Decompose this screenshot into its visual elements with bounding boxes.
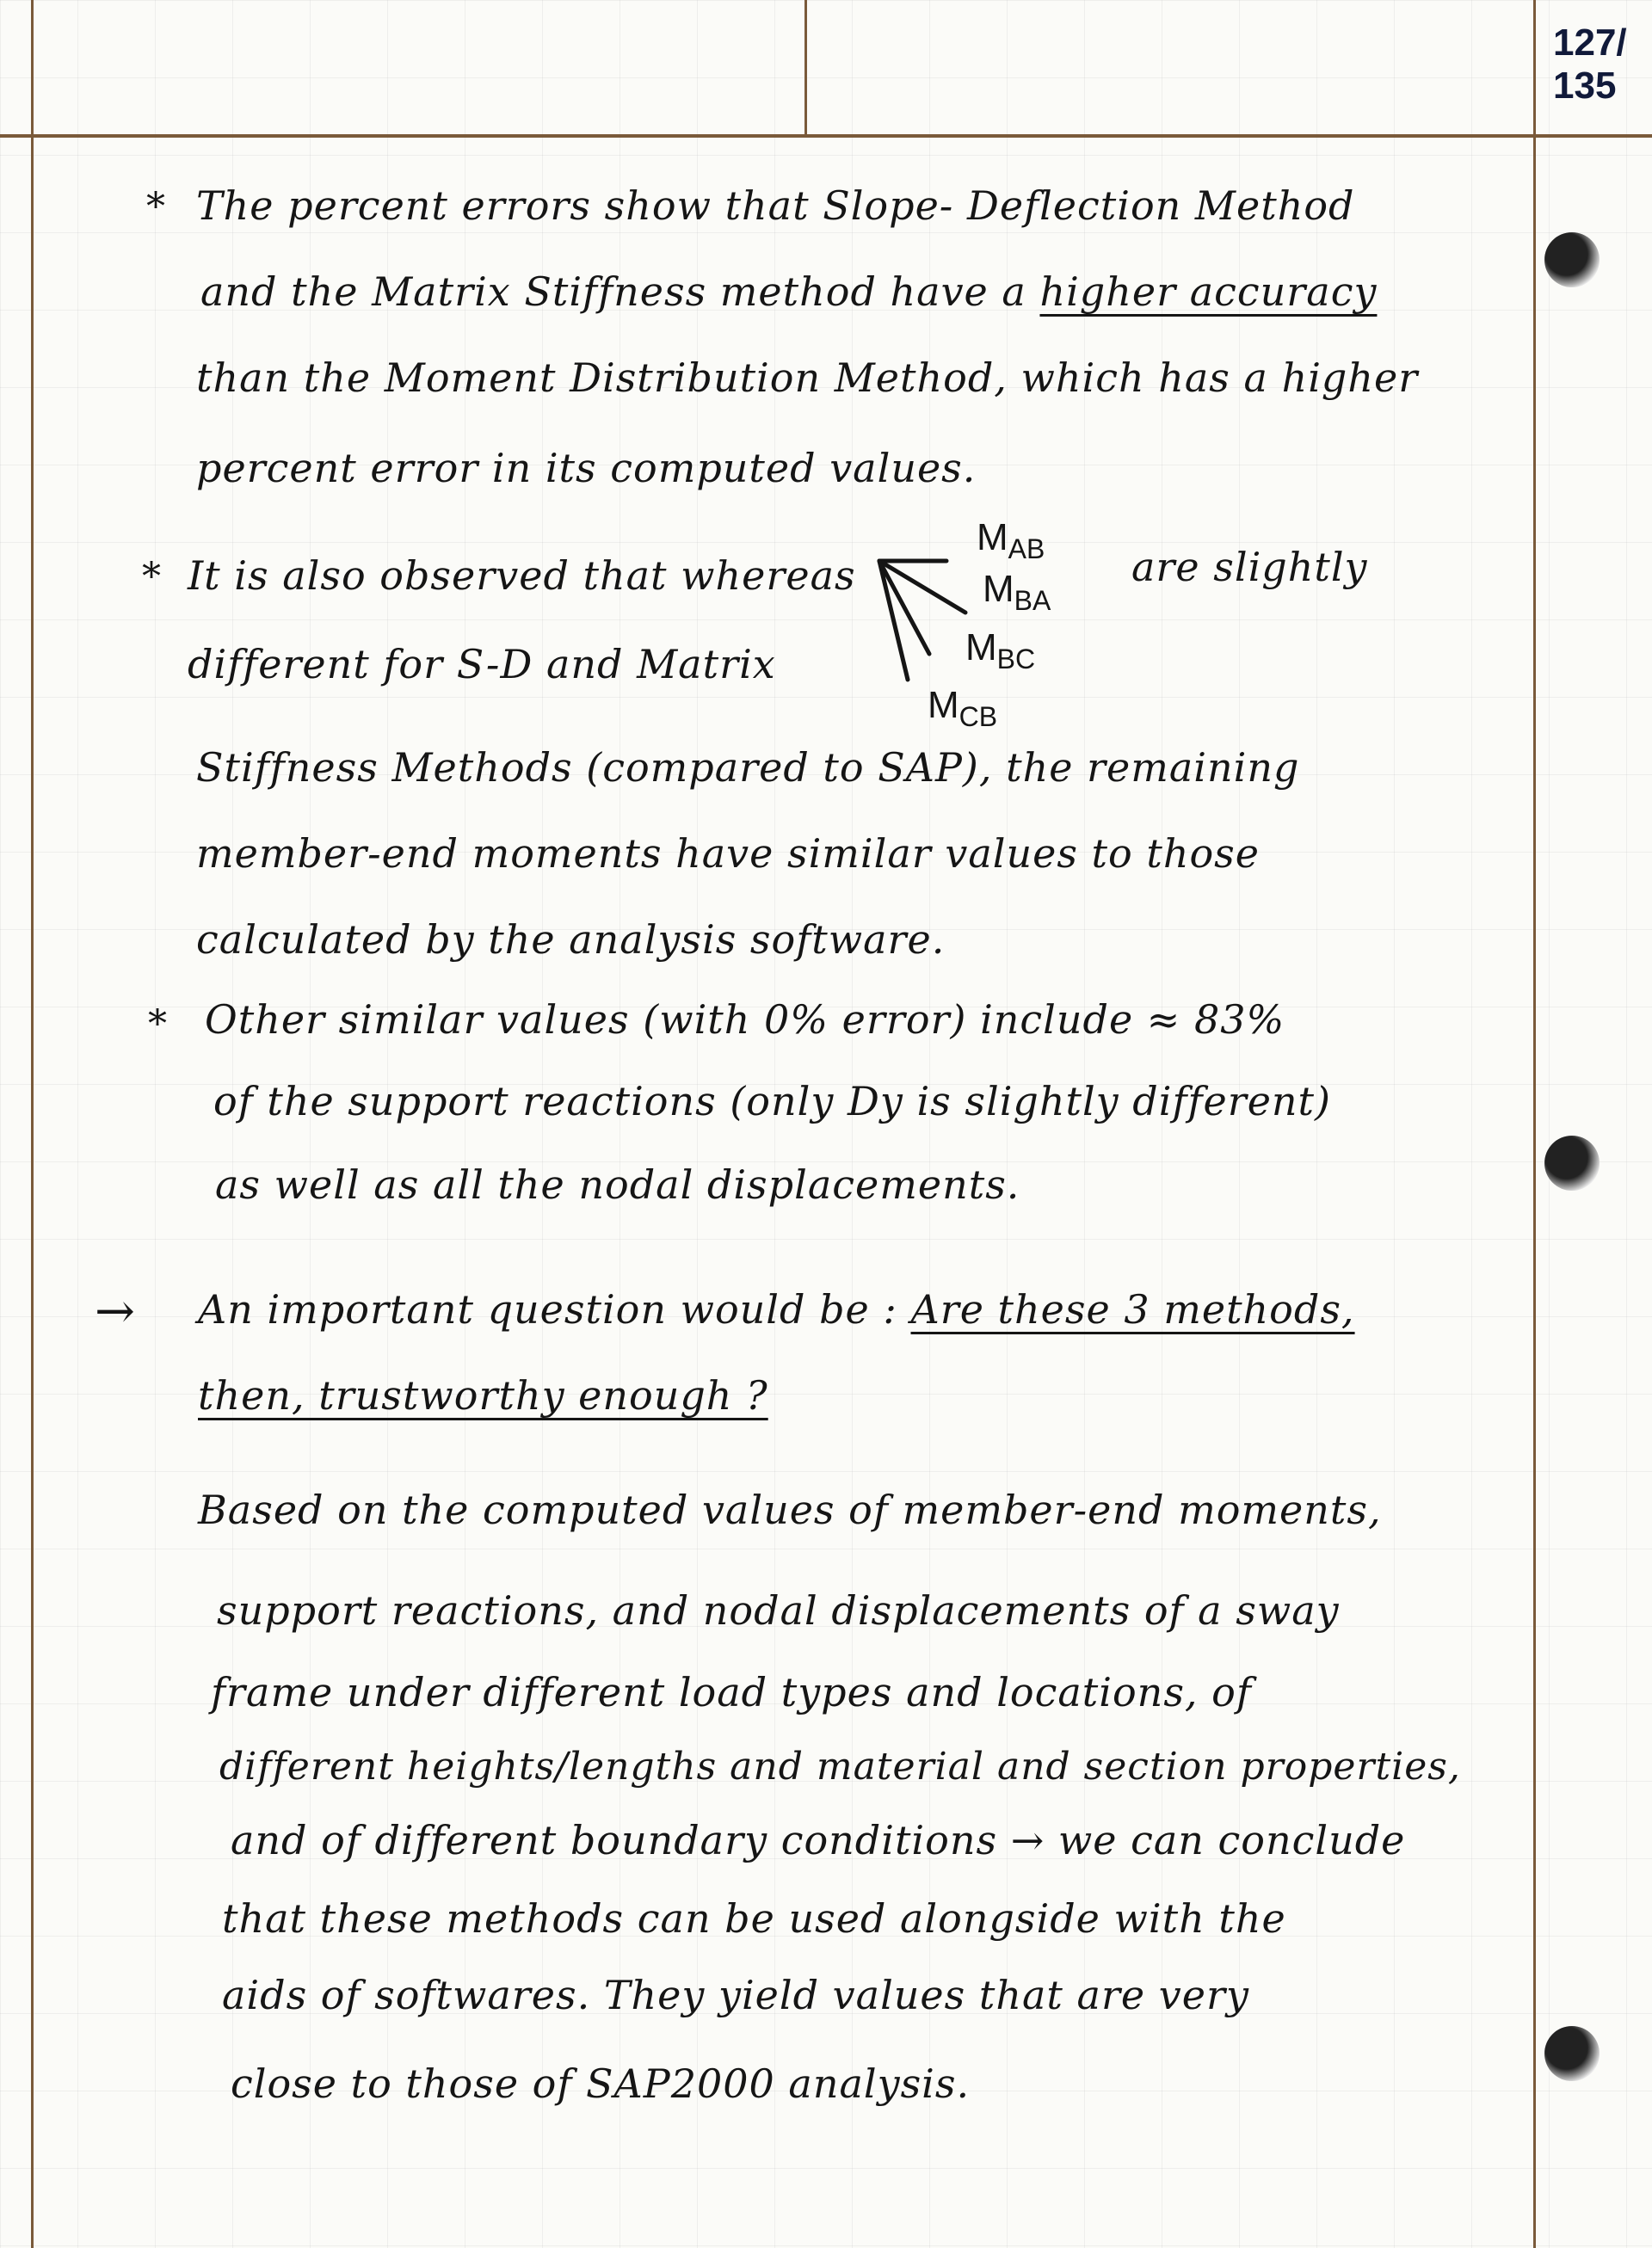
punch-hole <box>1544 232 1600 287</box>
moment-label: $M_{CB}$ <box>928 684 998 732</box>
text-segment: An important question would be : <box>198 1286 911 1333</box>
text-line: frame under different load types and locations, of <box>211 1669 1252 1715</box>
text-line <box>200 268 1377 315</box>
page-number: 127/ 135 <box>1553 22 1627 107</box>
text-line: as well as all the nodal displacements. <box>215 1161 1020 1208</box>
text-line: Based on the computed values of member-end moments, <box>198 1487 1382 1533</box>
text-line <box>198 1286 1355 1333</box>
bullet-star: * <box>146 185 165 229</box>
text-line: calculated by the analysis software. <box>196 916 946 963</box>
header-divider <box>804 0 807 136</box>
text-line: Stiffness Methods (compared to SAP), the remaining <box>196 744 1300 791</box>
text-line: that these methods can be used alongside with the <box>222 1895 1286 1942</box>
arrow-icon: → <box>95 1284 135 1340</box>
punch-hole <box>1544 1136 1600 1191</box>
text-line: member-end moments have similar values to those <box>196 830 1260 877</box>
underlined-text: Are these 3 methods, <box>910 1286 1355 1333</box>
bullet-star: * <box>142 555 161 599</box>
text-line: of the support reactions (only Dy is slightly different) <box>213 1078 1331 1124</box>
moment-label: $M_{BA}$ <box>983 568 1051 616</box>
text-line: than the Moment Distribution Method, which has a higher <box>196 354 1419 401</box>
text-line: The percent errors show that Slope- Deflection Method <box>196 182 1355 229</box>
bullet-star: * <box>148 1002 167 1046</box>
punch-hole <box>1544 2026 1600 2081</box>
underlined-text: higher accuracy <box>1039 268 1378 315</box>
header-rule <box>0 134 1652 138</box>
page-total: 135 <box>1553 65 1617 107</box>
text-line: Other similar values (with 0% error) include ≈ 83% <box>205 996 1285 1043</box>
text-segment: and the Matrix Stiffness method have a <box>200 268 1040 315</box>
moment-label: $M_{AB}$ <box>977 516 1045 564</box>
text-line: and of different boundary conditions → we can conclude <box>231 1817 1406 1863</box>
text-line: It is also observed that whereas <box>188 552 856 599</box>
text-line: are slightly <box>1131 544 1368 590</box>
moment-label: $M_{BC}$ <box>965 626 1036 674</box>
page-current: 127 <box>1553 22 1617 64</box>
text-line: aids of softwares. They yield values that are very <box>222 1972 1249 2018</box>
left-margin-rule <box>31 0 34 2248</box>
text-line: support reactions, and nodal displacements of a sway <box>217 1587 1340 1634</box>
underlined-text: then, trustworthy enough ? <box>198 1372 768 1419</box>
right-margin-rule <box>1533 0 1536 2248</box>
text-line: percent error in its computed values. <box>196 445 977 491</box>
text-line: different for S-D and Matrix <box>188 641 776 687</box>
text-line: close to those of SAP2000 analysis. <box>231 2060 971 2107</box>
text-line: different heights/lengths and material and section properties, <box>219 1745 1461 1789</box>
